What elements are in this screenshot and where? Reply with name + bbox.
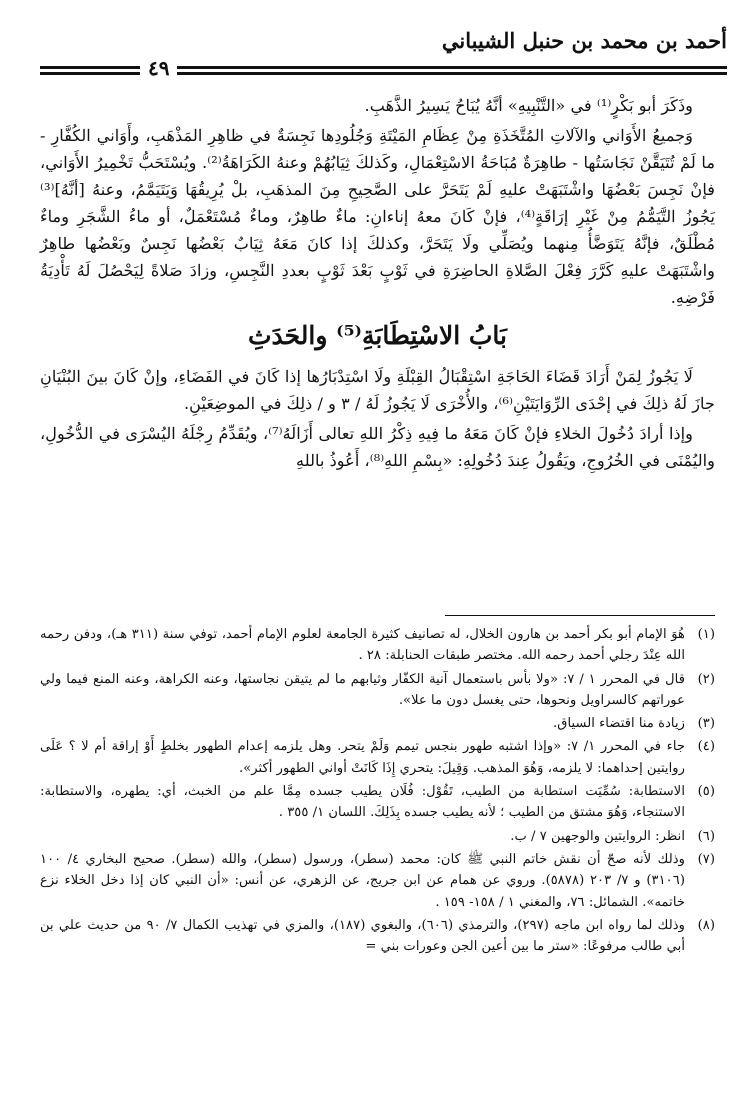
footnote-number: (٣)	[697, 716, 715, 732]
footnote	[40, 713, 715, 734]
footnote	[40, 624, 715, 667]
footnote-number: (٤)	[697, 739, 715, 755]
footnote-text: انظر: الروايتين والوجهين ٧ / ب.	[510, 828, 685, 844]
footnote	[40, 826, 715, 847]
paragraph: وَجميعُ الأَوَاني والآلاتِ المُتَّخَذَةِ مِنْ عِظَامِ المَيْتَةِ وَجُلُودِها نَجِسَةٌ في ظاهِرِ المَذْهَبِ، وأَوَاني الكُفَّارِ - ما لَمْ تُتَيَقَّنْ نَجَاسَتُها - طاهِرَةٌ مُبَاحَةُ الاسْتِعْمَالِ، وكَذلكَ ثِيَابُهُمْ وعنهُ الكَرَاهَةُ⁽²⁾. ويُسْتَحَبُّ تَخْمِيرُ الأَوَاني، فإنْ نَجِسَ بَعْضُهَا واشْتَبَهَتْ عليهِ لَمْ يَتَحَرَّ على الصَّحِيحِ مِنَ المذهَبِ، بلْ يُرِيقُهَا وَيَتَيَمَّمُ، وعنهُ [أنَّهُ]⁽³⁾ يَجُوزُ التَّيَمُّمُ مِنْ غَيْرِ إرَاقَةٍ⁽⁴⁾، فإنْ كَانَ معهُ إناءانِ: ماءٌ طاهِرٌ، وماءٌ مُسْتَعْمَلٌ، أو ماءُ الشَّجَرِ وماءٌ مُطْلَقٌ، فإنَّهُ يَتَوَضَّأُ مِنهما ويُصَلِّي ولَا يَتَحَرَّ، وكذلكَ إذا كانَ مَعَهُ ثِيَابٌ بَعْضُها نَجِسٌ وبَعْضُها طاهِرٌ واشْتَبَهَتْ عليهِ كَرَّرَ فِعْلَ الصَّلاةِ الحاضِرَةِ في ثَوْبٍ بَعْدَ ثَوْبٍ بعددِ النَّجِسِ، وزادَ صَلاةً لِيَحْصُلَ لَهُ تَأْدِيَةُ فَرْضِهِ.	[40, 126, 715, 307]
footnote-text: زيادة منا اقتضاء السياق.	[553, 716, 685, 732]
chapter-title: بَابُ الاسْتِطَابَةِ⁽⁵⁾ والحَدَثِ	[248, 321, 507, 350]
footnote-separator	[445, 615, 715, 616]
footnote-number: (٦)	[697, 828, 715, 844]
footnote	[40, 736, 715, 779]
footnote-number: (٢)	[697, 671, 715, 687]
footnotes	[40, 624, 715, 959]
paragraph: وإذا أرادَ دُخُولَ الخلاءِ فإنْ كَانَ مَعَهُ ما فِيهِ ذِكْرُ اللهِ تعالى أَزَالَهُ⁽⁷⁾، ويُقَدِّمُ رِجْلَهُ اليُسْرَى في الدُّخُولِ، واليُمْنَى في الخُرُوجِ، ويَقُولُ عِندَ دُخُولِهِ: «بِسْمِ اللهِ⁽⁸⁾، أَعُوذُ باللهِ	[40, 424, 715, 470]
footnote	[40, 781, 715, 824]
paragraph: وذَكَرَ أبو بَكْرٍ⁽¹⁾ في «التَّنْبِيهِ» أنَّهُ يُبَاحُ يَسِيرُ الذَّهَبِ.	[364, 96, 693, 115]
page-number: ٤٩	[140, 56, 177, 80]
footnote-text: هُوَ الإمام أبو بكر أحمد بن هارون الخلال، له تصانيف كثيرة الجامعة لعلوم الإمام أحمد، توفي سنة (٣١١ هـ)، ودفن رحمه الله عِنْدَ رجلي أحمد رحمه الله. مختصر طبقات الحنابلة: ٢٨ .	[40, 627, 685, 664]
footnote	[40, 849, 715, 913]
footnote-number: (١)	[697, 627, 715, 642]
page-header	[40, 22, 727, 82]
footnote-number: (٨)	[697, 917, 715, 933]
footnote-text: قال في المحرر ١ / ٧: «ولا بأس باستعمال آنية الكفّار وثيابهم ما لم يتيقن نجاستها، وعنه الكراهة، وعنه المنع فيما ولي عوراتهم كالسراويل ونحوها، حتى يغسل دون ما علا».	[40, 671, 685, 708]
paragraph: لَا يَجُوزُ لِمَنْ أَرَادَ قَضَاءَ الحَاجَةِ اسْتِقْبَالُ القِبْلَةِ ولَا اسْتِدْبَارُها إذا كَانَ في الفَضَاءِ، وإنْ كَانَ بينَ البُنْيَانِ جازَ لَهُ ذلِكَ في إحْدَى الرِّوَايَتَيْنِ⁽⁶⁾، والأُخْرَى لَا يَجُوزُ لَهُ / ٣ و / ذلِكَ في الموضِعَيْنِ.	[40, 367, 715, 413]
footnote-text: وذلك لما رواه ابن ماجه (٢٩٧)، والترمذي (٦٠٦)، والبغوي (١٨٧)، والمزي في تهذيب الكمال ٧/ ٩٠ من حديث علي بن أبي طالب مرفوعًا: «ستر ما بين أعين الجن وعورات بني =	[40, 917, 685, 955]
running-title: أحمد بن محمد بن حنبل الشيباني	[441, 28, 727, 53]
footnote-text: وذلك لأنه صحّ أن نقش خاتم النبي ﷺ كان: محمد (سطر)، ورسول (سطر)، والله (سطر). صحيح البخاري ٤/ ١٠٠ (٣١٠٦) و ٧/ ٢٠٣ (٥٨٧٨). وروي عن همام عن ابن جريج، عن الزهري، عن أنس: «أن النبي كان إذا دخل الخلاء نزع خاتمه». الشمائل: ٧٦، والمغني ١ / ١٥٨- ١٥٩ .	[40, 851, 685, 910]
footnote-text: جاء في المحرر ١/ ٧: «وإذا اشتبه طهور بنجس تيمم وَلَمْ يتحر. وهل يلزمه إعدام الطهور بخلطٍ أَوْ إراقة أم لا ؟ عَلَى روايتين إحداهما: لا يلزمه، وَهُوَ المذهب. وَقِيلَ: يتحري إِذَا كَانَتْ أواني الطهور أكثر».	[40, 739, 685, 776]
footnote-text: الاستطابة: سُمِّيَت استطابة من الطيب، تَقُوْل: فُلَان يطيب جسده مِمَّا علم من الخبث، أي: يطهره، والاستطابة: الاستنجاء، وَهُوَ مشتق من الطيب ؛ لأنه يطيب جسده بِذَلِكَ. اللسان ١/ ٣٥٥ .	[40, 784, 685, 821]
footnote	[40, 915, 715, 958]
footnote	[40, 669, 715, 712]
main-text	[40, 92, 715, 477]
footnote-number: (٥)	[697, 784, 715, 800]
footnote-number: (٧)	[697, 851, 715, 867]
